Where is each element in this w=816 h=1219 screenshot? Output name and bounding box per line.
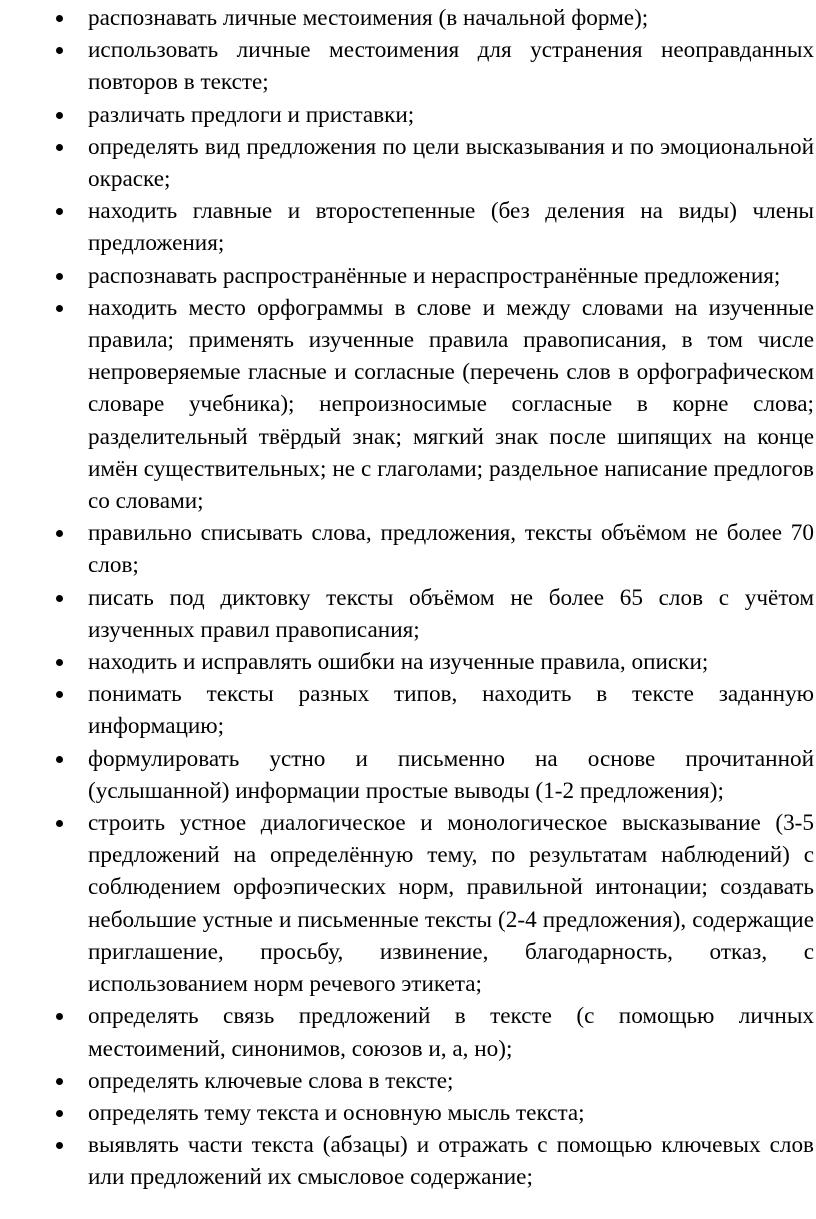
list-item [0, 2, 814, 34]
list-item [0, 1129, 814, 1193]
list-item-text: распознавать распространённые и нераспространённые предложения; [88, 262, 781, 289]
list-item-text: определять связь предложений в тексте (с помощью личных местоимений, синонимов, союзов и, а, но); [88, 1003, 814, 1062]
bullet-icon [56, 305, 63, 312]
list-item-text: формулировать устно и письменно на основе прочитанной (услышанной) информации простые выводы (1-2 предложения); [88, 745, 814, 804]
bullet-icon [56, 691, 63, 698]
list-item [0, 34, 814, 98]
list-item [0, 131, 814, 195]
list-item-text: определять вид предложения по цели высказывания и по эмоциональной окраске; [88, 133, 814, 193]
list-item-text: правильно списывать слова, предложения, тексты объёмом не более 70 слов; [88, 520, 814, 579]
bullet-icon [56, 112, 63, 119]
list-item [0, 1000, 814, 1064]
list-item-text: использовать личные местоимения для устранения неоправданных повторов в тексте; [88, 37, 814, 96]
bullet-icon [56, 820, 63, 827]
list-item [0, 195, 814, 259]
bullet-icon [56, 1110, 63, 1117]
list-item [0, 292, 814, 517]
bullet-list [0, 2, 814, 1194]
list-item-text: выявлять части текста (абзацы) и отражать с помощью ключевых слов или предложений их смысловое содержание; [88, 1132, 814, 1191]
list-item-text: определять ключевые слова в тексте; [88, 1067, 454, 1094]
bullet-icon [56, 756, 63, 763]
list-item-text: распознавать личные местоимения (в начальной форме); [88, 5, 649, 31]
list-item-text: различать предлоги и приставки; [88, 101, 415, 128]
list-item [0, 807, 814, 1000]
bullet-icon [56, 530, 63, 537]
list-item-text: находить место орфограммы в слове и между словами на изученные правила; применять изученные правила правописания, в том числе непроверяемые гласные и согласные (перечень слов в орфографическом словаре учебника); непроизносимые согласные в корне слова; разделительный твёрдый знак; мягкий знак после шипящих на конце имён существительных; не с глаголами; раздельное написание предлогов со словами; [88, 294, 814, 515]
list-item-text: находить и исправлять ошибки на изученные правила, описки; [88, 649, 709, 676]
list-item [0, 517, 814, 581]
list-item [0, 1097, 814, 1129]
bullet-icon [56, 659, 63, 666]
list-item-text: находить главные и второстепенные (без деления на виды) члены предложения; [88, 198, 814, 257]
bullet-icon [56, 15, 63, 22]
list-item [0, 582, 814, 646]
bullet-icon [56, 144, 63, 151]
list-item-text: определять тему текста и основную мысль текста; [88, 1099, 585, 1126]
list-item [0, 743, 814, 807]
list-item [0, 99, 814, 131]
bullet-icon [56, 1142, 63, 1149]
bullet-icon [56, 208, 63, 215]
list-item [0, 260, 814, 292]
list-item-text: писать под диктовку тексты объёмом не более 65 слов с учётом изученных правил правописания; [88, 584, 814, 643]
list-item-text: понимать тексты разных типов, находить в тексте заданную информацию; [88, 681, 814, 740]
bullet-icon [56, 273, 63, 280]
bullet-icon [56, 1078, 63, 1085]
bullet-icon [56, 595, 63, 602]
list-item [0, 646, 814, 678]
list-item-text: строить устное диалогическое и монологическое высказывание (3-5 предложений на определённую тему, по результатам наблюдений) с соблюдением орфоэпических норм, правильной интонации; создавать небольшие устные и письменные тексты (2-4 предложения), содержащие приглашение, просьбу, извинение, благодарность, отказ, с использованием норм речевого этикета; [88, 810, 814, 998]
list-item [0, 678, 814, 742]
bullet-icon [56, 1013, 63, 1020]
list-item [0, 1065, 814, 1097]
bullet-icon [56, 47, 63, 54]
